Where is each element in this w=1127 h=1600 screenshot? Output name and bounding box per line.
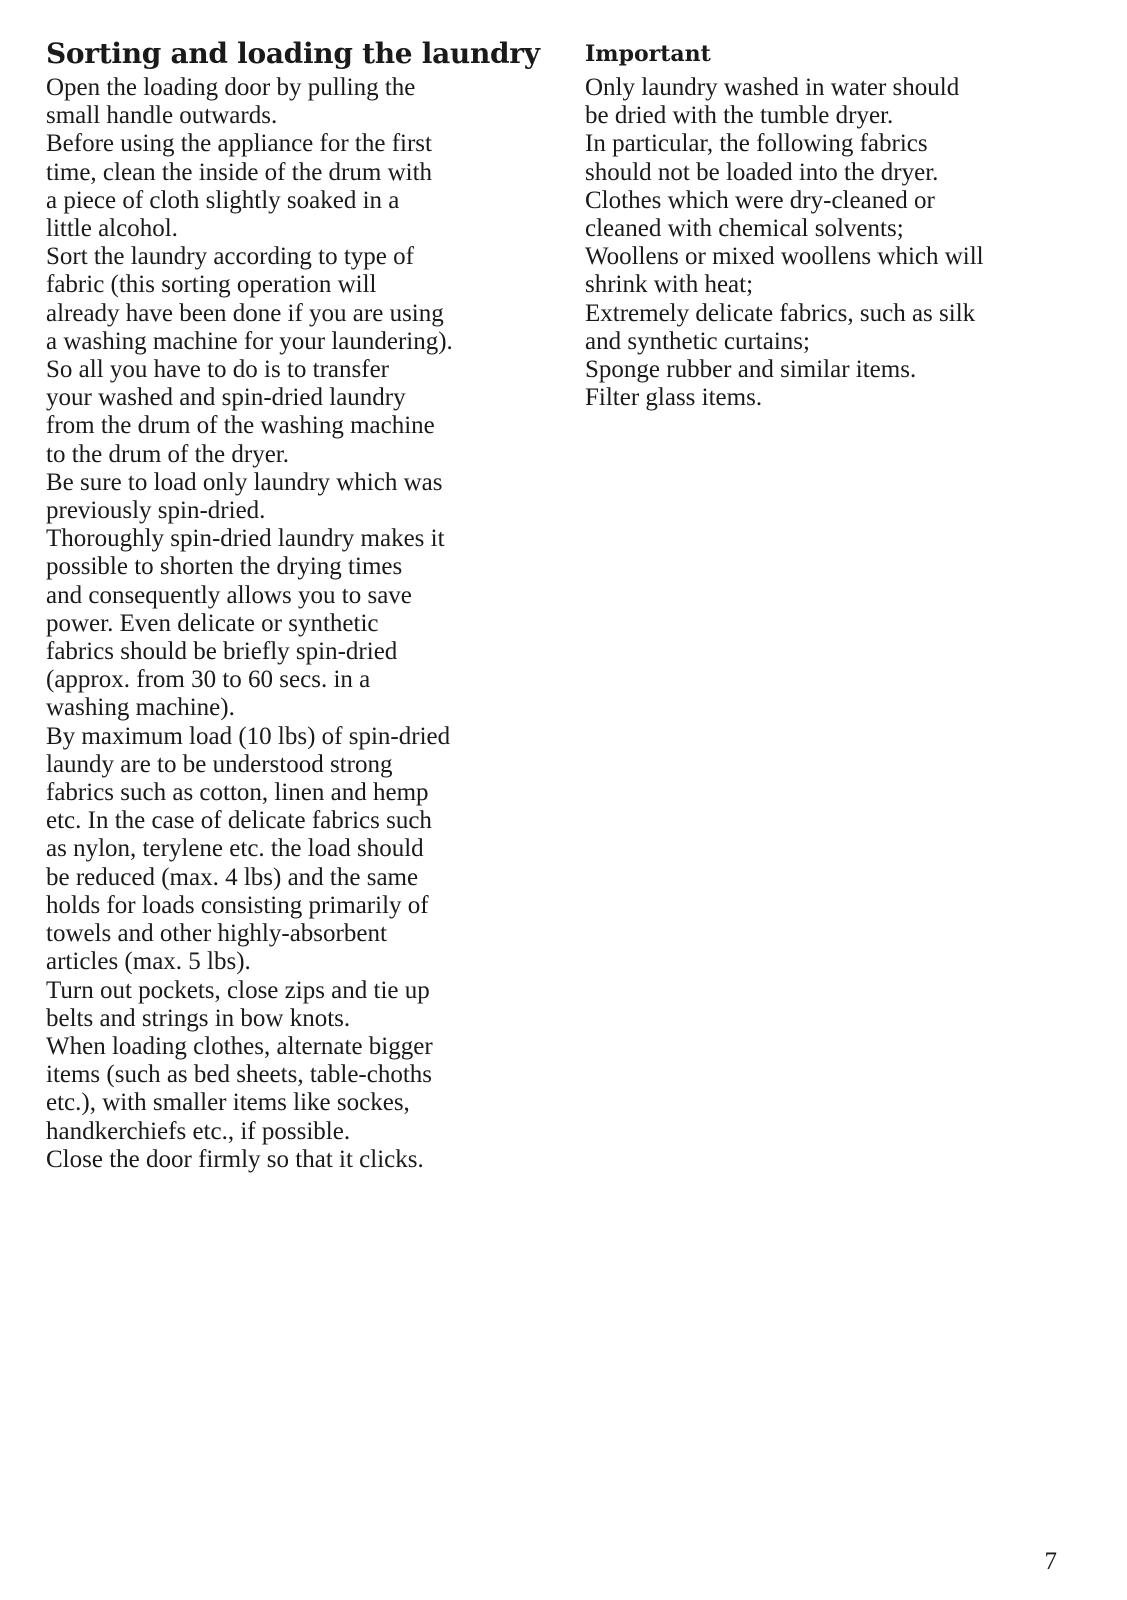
section-heading: Sorting and loading the laundry: [46, 37, 540, 70]
paragraph-transfer: So all you have to do is to transfer your washed and spin-dried laundry from the drum of the washing machine to the drum of the dryer.: [46, 356, 435, 468]
paragraph-pockets: Turn out pockets, close zips and tie up belts and strings in bow knots.: [46, 976, 430, 1032]
important-heading: Important: [585, 41, 711, 67]
left-column: [46, 36, 566, 1174]
right-column: [585, 40, 1095, 412]
page-number: 7: [1044, 1548, 1057, 1575]
paragraph-sort-laundry: Sort the laundry according to type of fabric (this sorting operation will already have been done if you are using a washing machine for your laundering).: [46, 243, 453, 355]
paragraph-open-door: Open the loading door by pulling the small handle outwards.: [46, 74, 416, 130]
list-item-sponge-rubber: Sponge rubber and similar items.: [585, 356, 917, 384]
paragraph-thorough-spin: Thoroughly spin-dried laundry makes it possible to shorten the drying times and consequently allows you to save power. Even delicate or synthetic fabrics should be briefly spin-dried (approx. from 30 to 60 secs. in a washing machine).: [46, 525, 445, 722]
paragraph-spin-dried-only: Be sure to load only laundry which was previously spin-dried.: [46, 468, 443, 525]
paragraph-alternate-items: When loading clothes, alternate bigger items (such as bed sheets, table-choths etc.), with smaller items like sockes, handkerchiefs etc., if possible.: [46, 1032, 433, 1145]
paragraph-maximum-load: By maximum load (10 lbs) of spin-dried laundy are to be understood strong fabrics such as cotton, linen and hemp etc. In the case of delicate fabrics such as nylon, terylene etc. the load should be reduced (max. 4 lbs) and the same holds for loads consisting primarily of towels and other highly-absorbent articles (max. 5 lbs).: [46, 722, 451, 976]
paragraph-not-loaded: In particular, the following fabrics should not be loaded into the dryer.: [585, 130, 939, 186]
paragraph-first-use: Before using the appliance for the first time, clean the inside of the drum with a piece of cloth slightly soaked in a little alcohol.: [46, 130, 433, 243]
list-item-dry-cleaned: Clothes which were dry-cleaned or cleaned with chemical solvents;: [585, 186, 935, 243]
paragraph-close-door: Close the door firmly so that it clicks.: [46, 1145, 424, 1173]
list-item-woollens: Woollens or mixed woollens which will shrink with heat;: [585, 243, 984, 299]
list-item-filter-glass: Filter glass items.: [585, 384, 763, 412]
paragraph-water-only: Only laundry washed in water should be dried with the tumble dryer.: [585, 74, 960, 130]
list-item-delicate: Extremely delicate fabrics, such as silk and synthetic curtains;: [585, 299, 976, 355]
